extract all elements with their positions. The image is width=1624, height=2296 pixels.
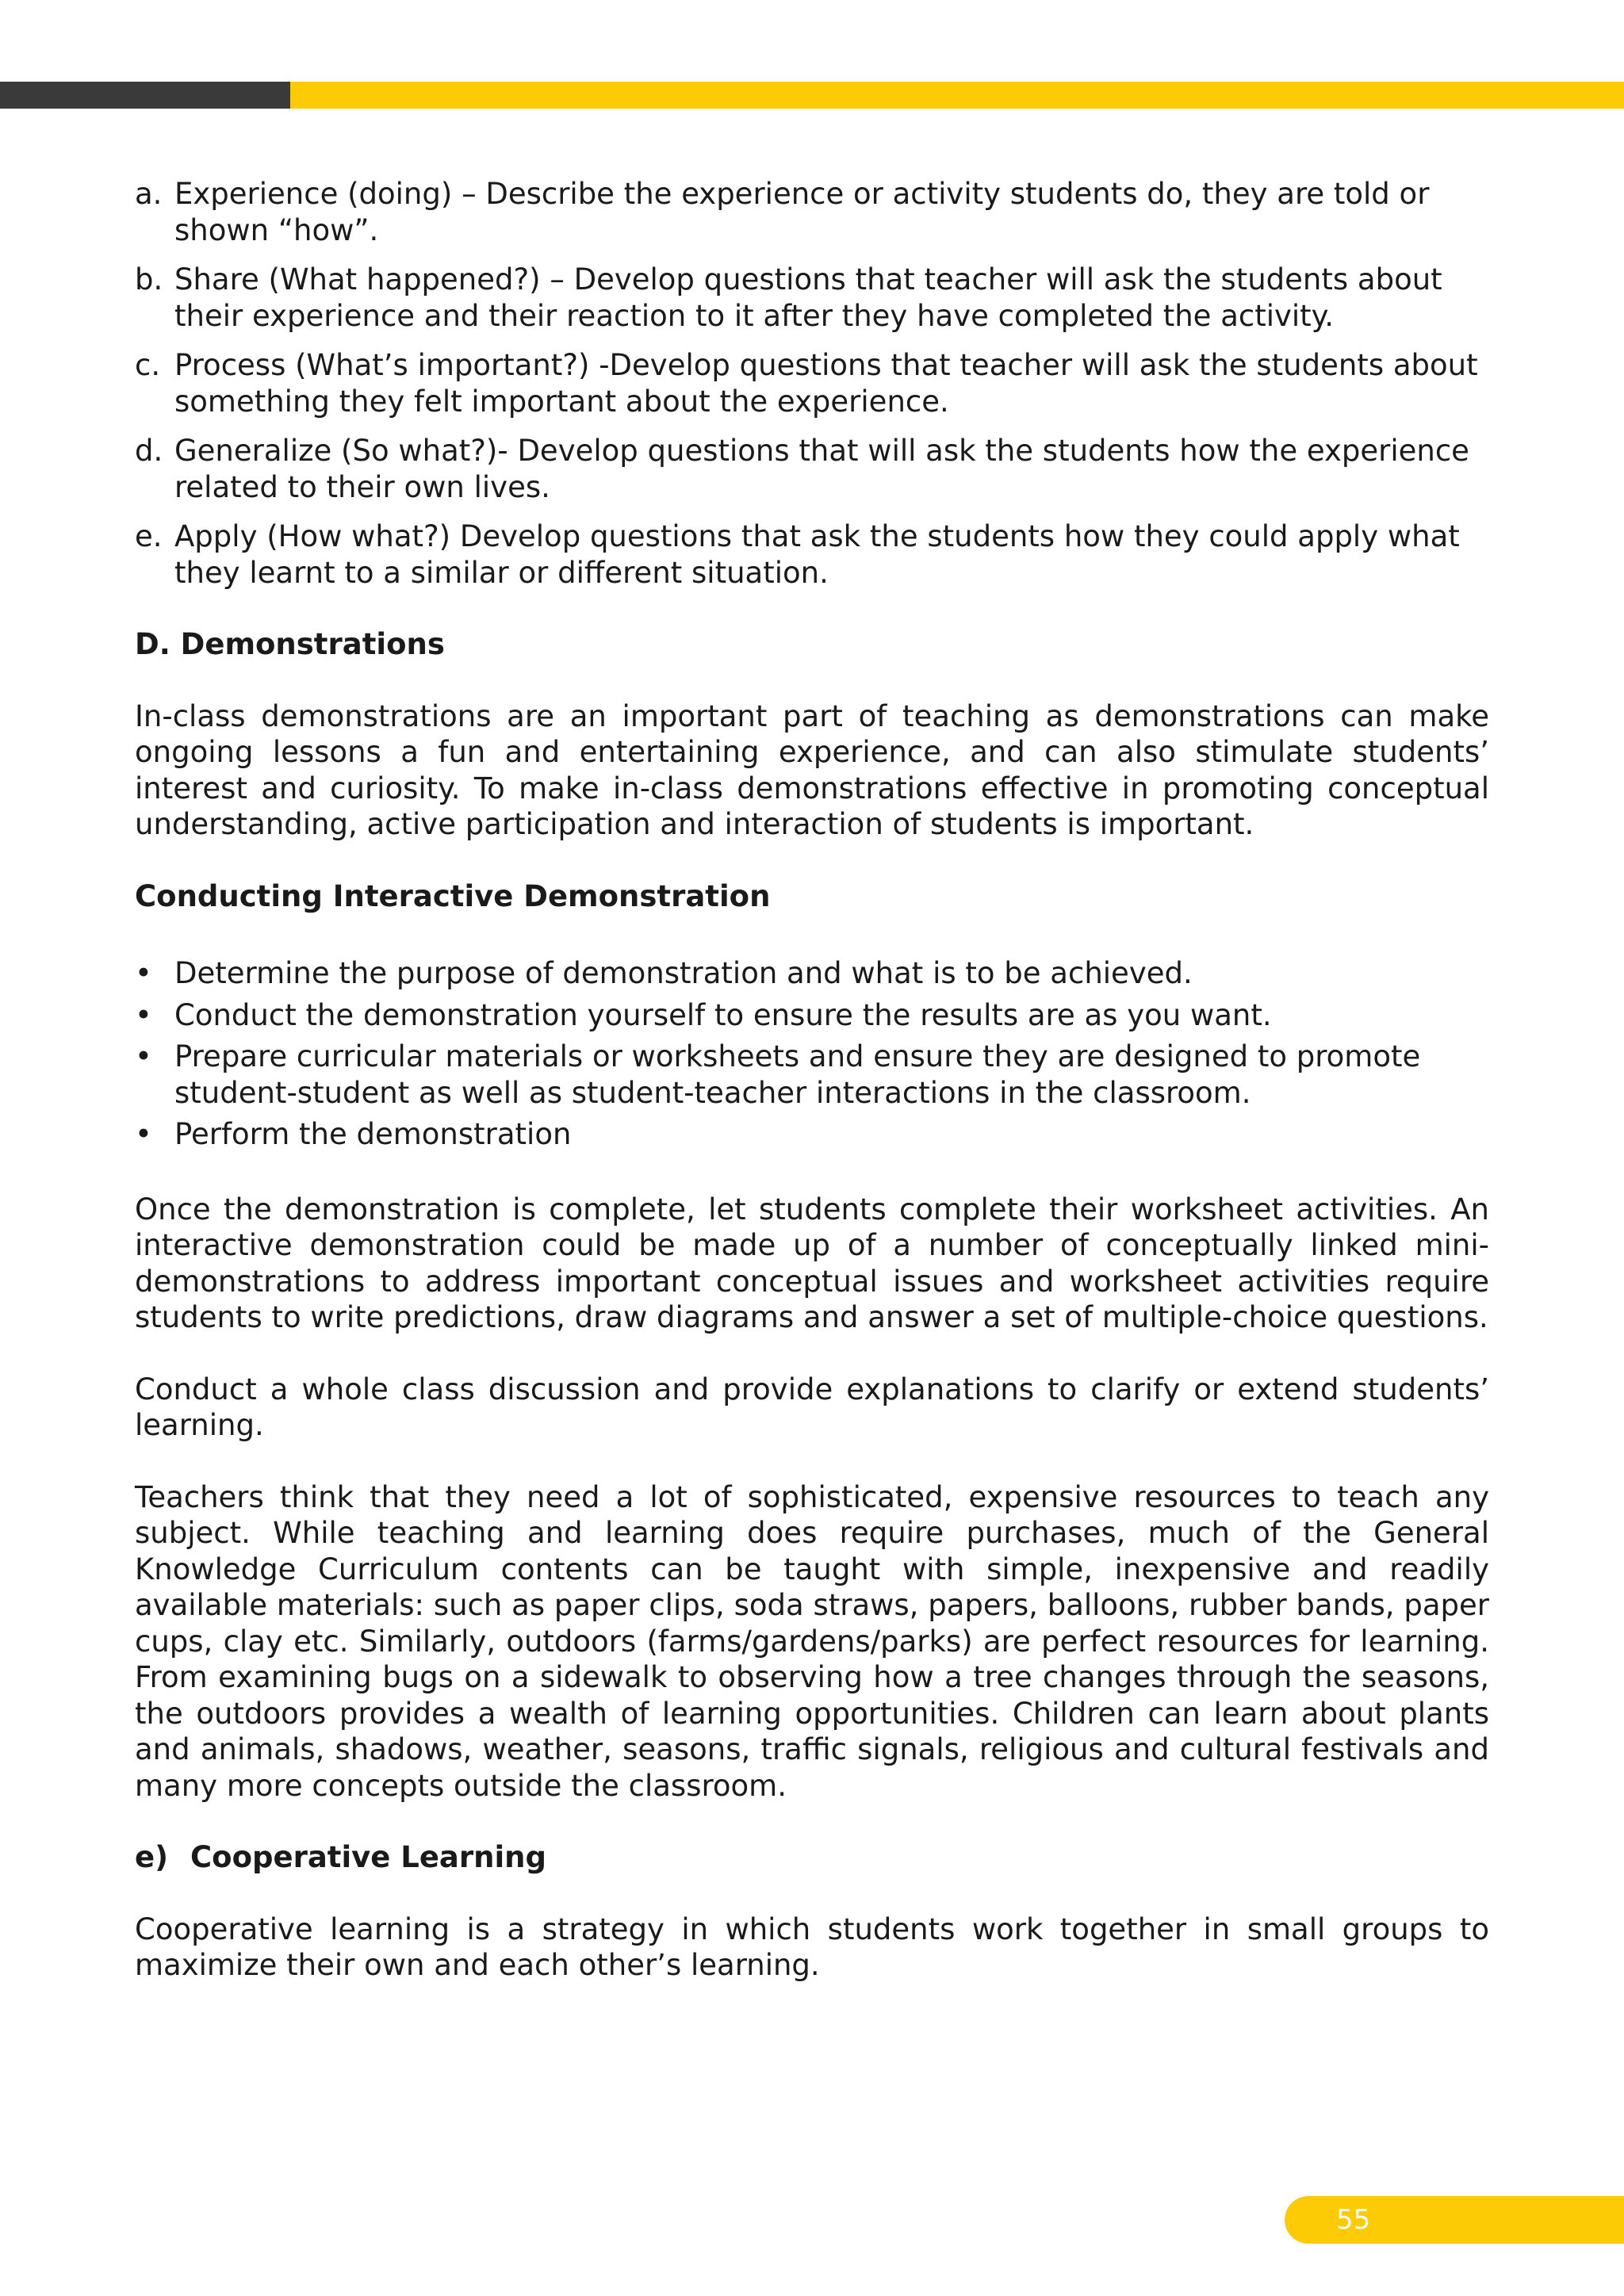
list-item: • Conduct the demonstration yourself to ensure the results are as you want. [135, 997, 1272, 1032]
list-item: d. Generalize (So what?)- Develop questions that will ask the students how the experience related to their own lives. [135, 434, 1469, 504]
bullet-icon: • [135, 956, 152, 990]
paragraph-discussion: Conduct a whole class discussion and provide explanations to clarify or extend students’ learning. [135, 1372, 1489, 1442]
paragraph-worksheet: Once the demonstration is complete, let students complete their worksheet activities. An interactive demonstration could be made up of a number of conceptually linked mini-demonstrations to address important conceptual issues and worksheet activities require students to write predictions, draw diagrams and answer a set of multiple-choice questions. [135, 1192, 1489, 1334]
section-heading-cooperative-learning: e) Cooperative Learning [135, 1840, 546, 1874]
demonstrations-intro: In-class demonstrations are an important part of teaching as demonstrations can make ongoing lessons a fun and entertaining experience, and can also stimulate students’ interest and curiosity. To make in-class demonstrations effective in promoting conceptual understanding, active participation and interaction of students is important. [135, 698, 1489, 841]
bullet-icon: • [135, 997, 152, 1032]
page-content [135, 176, 1489, 1984]
cooperative-learning-text: Cooperative learning is a strategy in which students work together in small groups to maximize their own and each other’s learning. [135, 1911, 1489, 1982]
header-bar-yellow [290, 82, 1624, 109]
list-item: b. Share (What happened?) – Develop questions that teacher will ask the students about their experience and their reaction to it after they have completed the activity. [135, 262, 1442, 333]
list-item: • Determine the purpose of demonstration and what is to be achieved. [135, 956, 1193, 990]
bullet-icon: • [135, 1039, 152, 1073]
list-item: c. Process (What’s important?) -Develop questions that teacher will ask the students about something they felt important about the experience. [135, 348, 1478, 419]
demonstration-bullets [135, 955, 1489, 1153]
page-number: 55 [1336, 2204, 1371, 2236]
paragraph-resources: Teachers think that they need a lot of sophisticated, expensive resources to teach any subject. While teaching and learning does require purchases, much of the General Knowledge Curriculum contents can be taught with simple, inexpensive and readily available materials: such as paper clips, soda straws, papers, balloons, rubber bands, paper cups, clay etc. Similarly, outdoors (farms/gardens/parks) are perfect resources for learning. From examining bugs on a sidewalk to observing how a tree changes through the seasons, the outdoors provides a wealth of learning opportunities. Children can learn about plants and animals, shadows, weather, seasons, traffic signals, religious and cultural festivals and many more concepts outside the classroom. [135, 1479, 1489, 1803]
list-item: e. Apply (How what?) Develop questions that ask the students how they could apply what they learnt to a similar or different situation. [135, 519, 1460, 590]
list-item: • Prepare curricular materials or worksheets and ensure they are designed to promote student-student as well as student-teacher interactions in the classroom. [135, 1039, 1421, 1110]
list-item: • Perform the demonstration [135, 1117, 572, 1151]
header-bar-dark [0, 82, 290, 109]
section-heading-demonstrations: D. Demonstrations [135, 627, 445, 661]
bullet-icon: • [135, 1117, 152, 1151]
experiential-steps-list [135, 176, 1489, 591]
subheading-interactive-demonstration: Conducting Interactive Demonstration [135, 878, 771, 913]
list-item: a. Experience (doing) – Describe the experience or activity students do, they are told or shown “how”. [135, 177, 1430, 247]
